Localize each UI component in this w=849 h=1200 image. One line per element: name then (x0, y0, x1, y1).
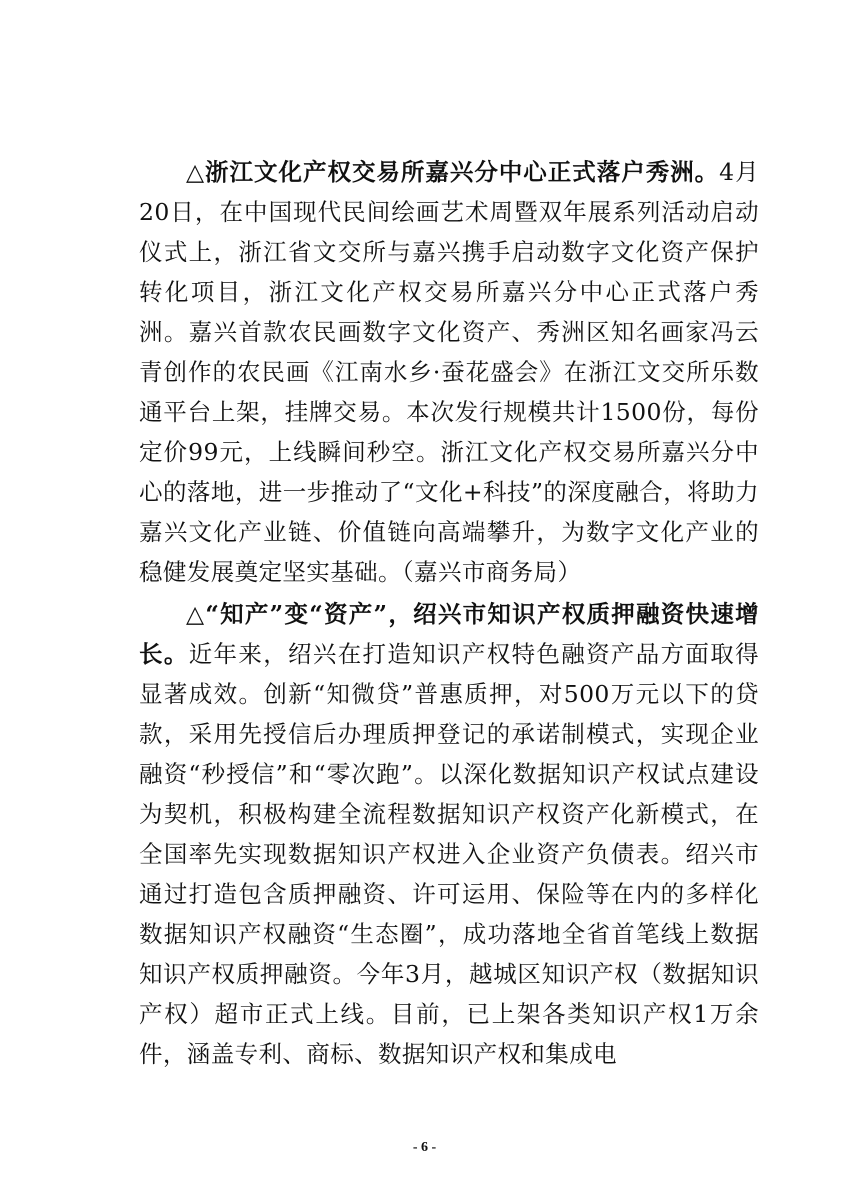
body-text (139, 152, 759, 1074)
paragraph-lead-title: △“知产”变“资产”，绍兴市知识产权质押融资快速增长。 (139, 600, 759, 668)
paragraph-body: 近年来，绍兴在打造知识产权特色融资产品方面取得显著成效。创新“知微贷”普惠质押，对500万元以下的贷款，采用先授信后办理质押登记的承诺制模式，实现企业融资“秒授信”和“零次跑”。以深化数据知识产权试点建设为契机，积极构建全流程数据知识产权资产化新模式，在全国率先实现数据知识产权进入企业资产负债表。绍兴市通过打造包含质押融资、许可运用、保险等在内的多样化数据知识产权融资“生态圈”，成功落地全省首笔线上数据知识产权质押融资。今年3月，越城区知识产权（数据知识产权）超市正式上线。目前，已上架各类知识产权1万余件，涵盖专利、商标、数据知识产权和集成电 (139, 640, 759, 1068)
paragraph-body: 4月20日，在中国现代民间绘画艺术周暨双年展系列活动启动仪式上，浙江省文交所与嘉兴携手启动数字文化资产保护转化项目，浙江文化产权交易所嘉兴分中心正式落户秀洲。嘉兴首款农民画数字文化资产、秀洲区知名画家冯云青创作的农民画《江南水乡·蚕花盛会》在浙江文交所乐数通平台上架，挂牌交易。本次发行规模共计1500份，每份定价99元，上线瞬间秒空。浙江文化产权交易所嘉兴分中心的落地，进一步推动了“文化+科技”的深度融合，将助力嘉兴文化产业链、价值链向高端攀升，为数字文化产业的稳健发展奠定坚实基础。（嘉兴市商务局） (139, 158, 759, 586)
paragraph-shaoxing-news (139, 594, 759, 1074)
paragraph-jiaxing-news (139, 152, 759, 592)
paragraph-lead-title: △浙江文化产权交易所嘉兴分中心正式落户秀洲。 (186, 158, 720, 186)
page-number: - 6 - (412, 1140, 437, 1155)
